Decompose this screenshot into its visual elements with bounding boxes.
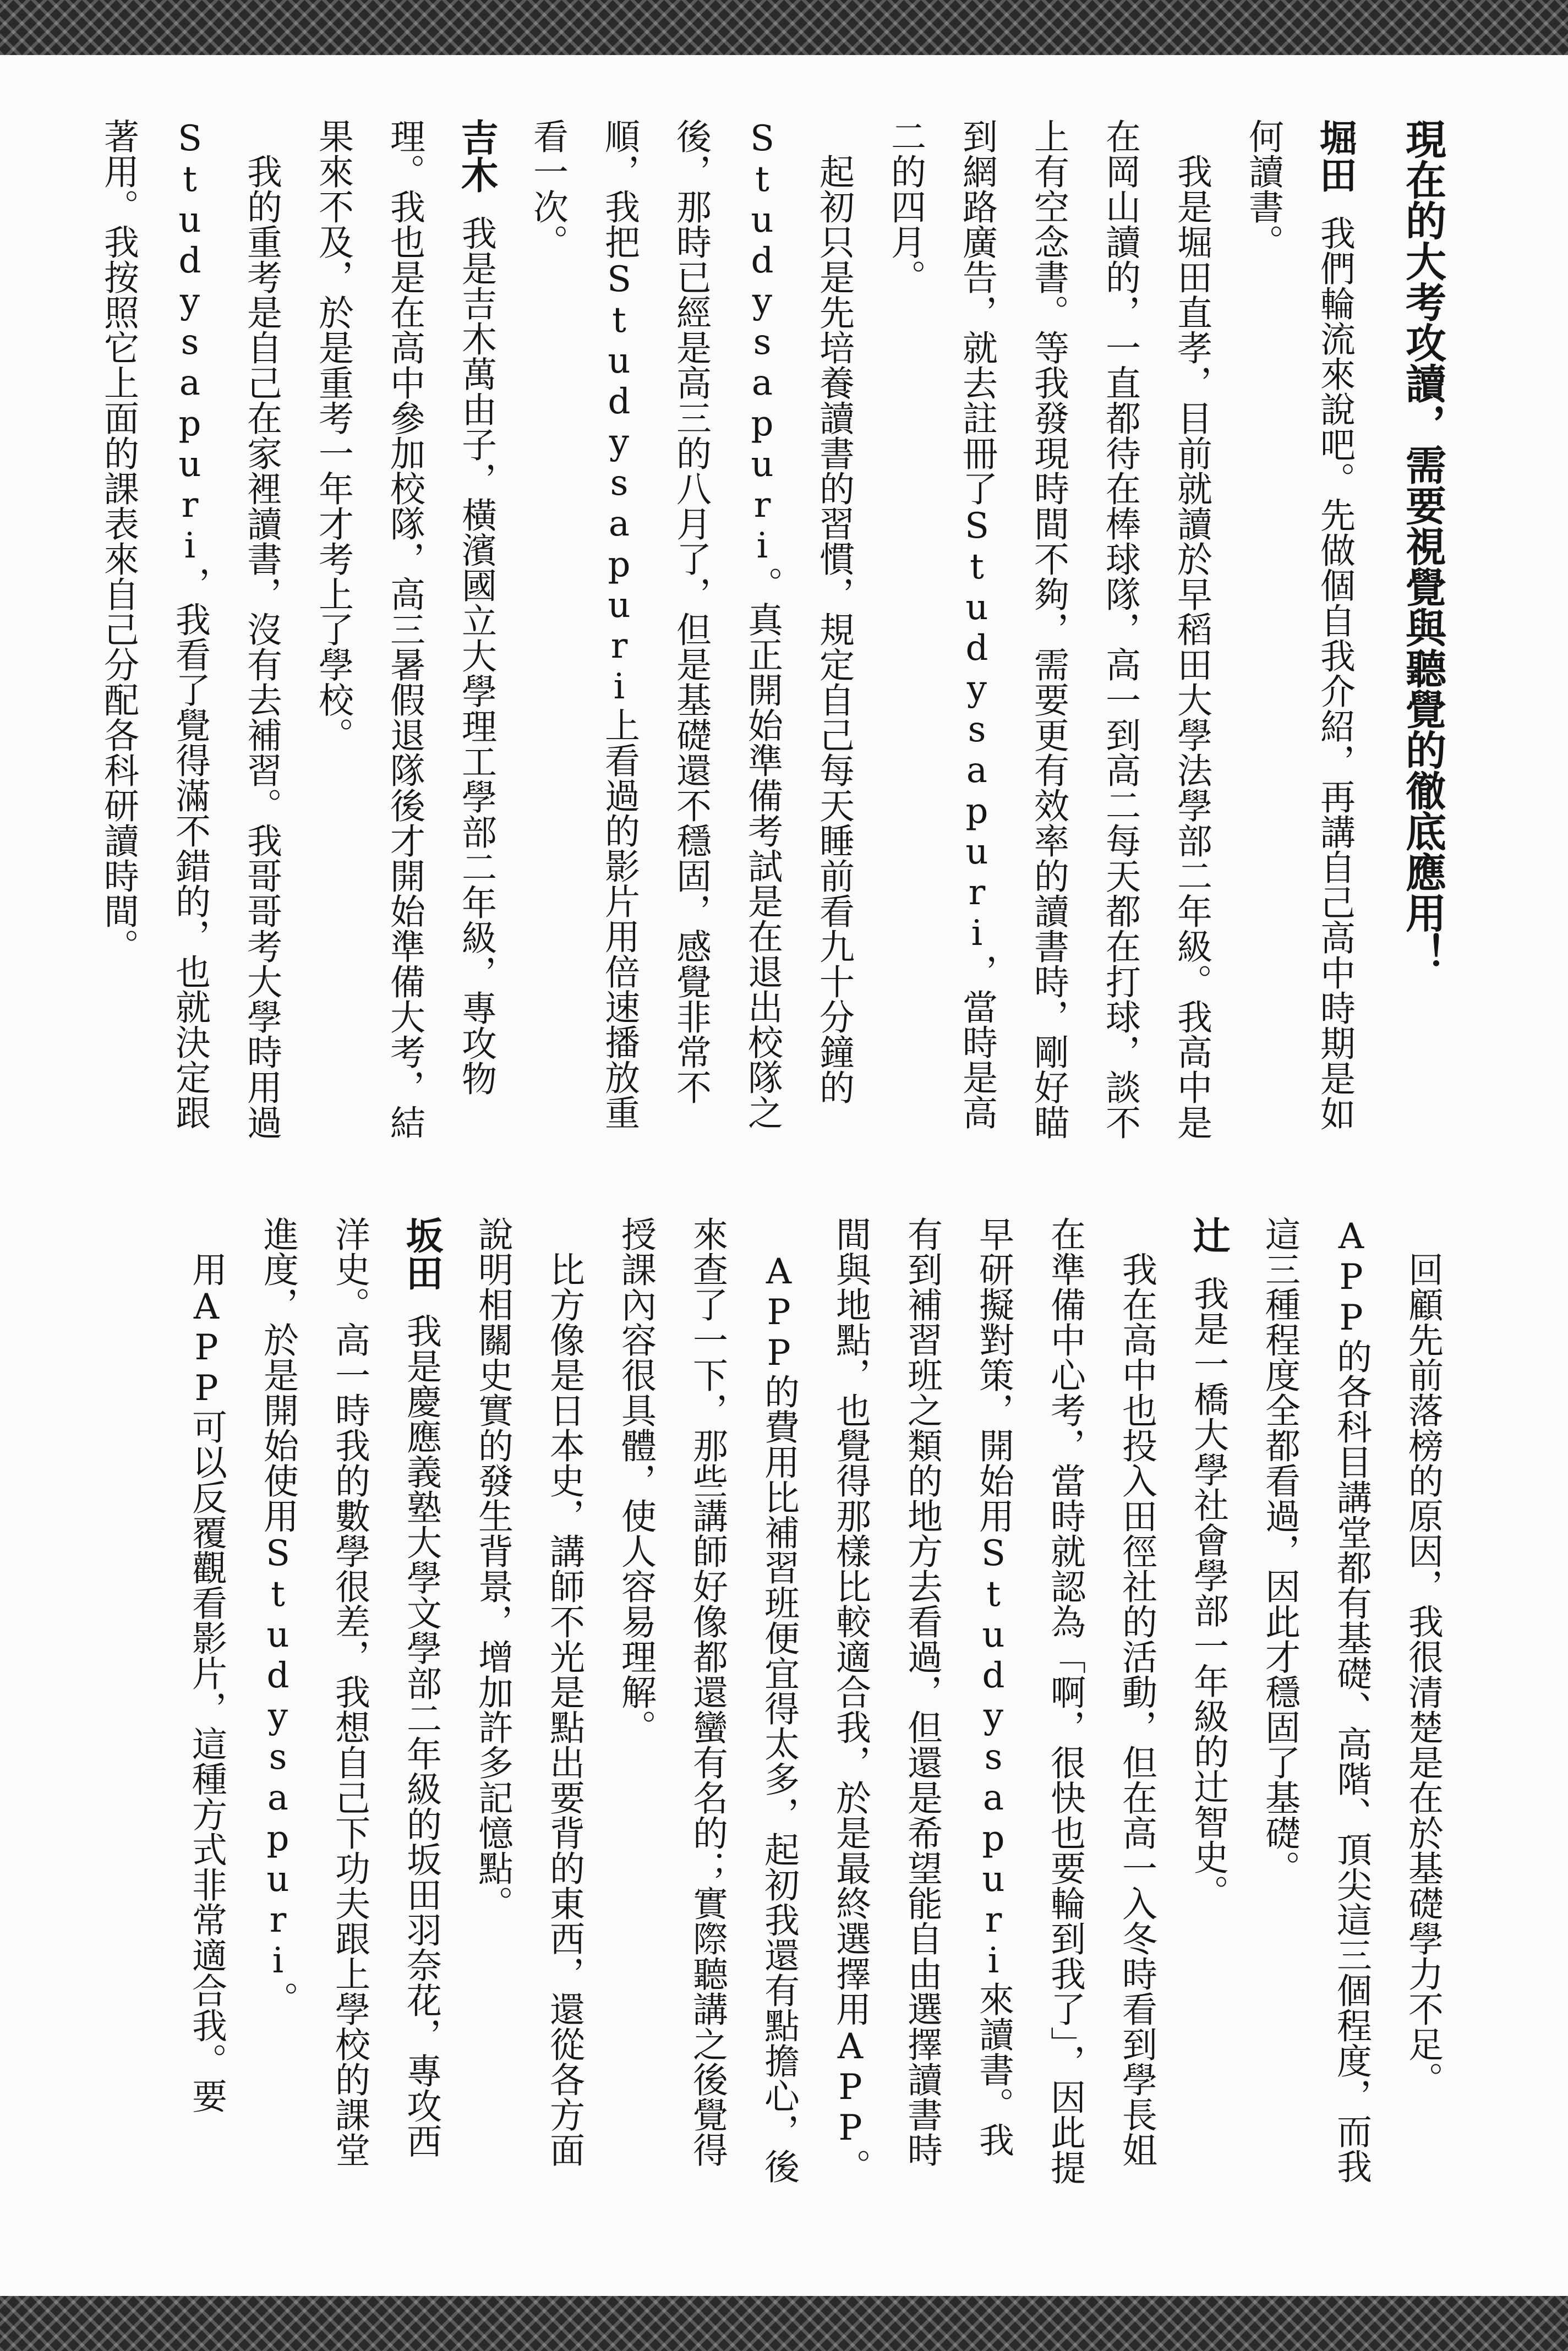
paragraph-text: 我們輪流來說吧。先做個自我介紹，再講自己高中時期是如何讀書。 — [1243, 118, 1355, 1131]
paragraph-text: 我是堀田直孝，目前就讀於早稻田大學法學部二年級。我高中是在岡山讀的，一直都待在棒球隊，高一到高二每天都在打球，談不上有空念書。等我發現時間不夠，需要更有效率的讀書時，剛好瞄到網路廣告，就去註冊了Studysapuri，當時是高二的四月。 — [885, 118, 1212, 1140]
article-lower-half — [116, 1216, 1458, 2190]
speaker-name: 堀田 — [1313, 118, 1357, 193]
paragraph-text: 起初只是先培養讀書的習慣，規定自己每天睡前看九十分鐘的Studysapuri。真正開始準備考試是在退出校隊之後，那時已經是高三的八月了，但是基礎還不穩固，感覺非常不順，我把Studysapuri上看過的影片用倍速播放重看一次。 — [527, 118, 854, 1130]
paragraph-text: 回顧先前落榜的原因，我很清楚是在於基礎學力不足。APP的各科目講堂都有基礎、高階、頂尖這三個程度，而我這三種程度全都看過，因此才穩固了基礎。 — [1259, 1216, 1443, 2184]
paragraph — [171, 1216, 242, 2190]
paragraph-text: 我的重考是自己在家裡讀書，沒有去補習。我哥哥考大學時用過Studysapuri，我看了覺得滿不錯的，也就決定跟著用。我按照它上面的課表來自己分配各科研讀時間。 — [98, 118, 282, 1140]
paragraph — [512, 118, 870, 1164]
paragraph — [457, 1216, 600, 2190]
paragraph — [600, 1216, 815, 2190]
paragraph — [815, 1216, 1172, 2190]
paragraph — [1227, 118, 1370, 1164]
article-upper-half — [98, 118, 1458, 1164]
paragraph-text: APP的費用比補習班便宜得太多，起初我還有點擔心，後來查了一下，那些講師好像都還蠻有名的；實際聽講之後覺得授課內容很具體，使人容易理解。 — [615, 1216, 799, 2184]
bottom-pattern-band — [0, 2296, 1568, 2351]
paragraph-text: 我是慶應義塾大學文學部二年級的坂田羽奈花，專攻西洋史。高一時我的數學很差，我想自己下功夫跟上學校的課堂進度，於是開始使用Studysapuri。 — [258, 1216, 441, 2167]
speaker-name: 辻 — [1187, 1216, 1230, 1254]
paragraph-text: 我是一橋大學社會學部一年級的辻智史。 — [1188, 1276, 1228, 1910]
speaker-name: 坂田 — [400, 1216, 443, 1291]
paragraph-text: 比方像是日本史，講師不光是點出要背的東西，還從各方面說明相關史實的發生背景，增加許多記憶點。 — [472, 1216, 584, 2167]
article-heading: 現在的大考攻讀，需要視覺與聽覺的徹底應用！ — [1399, 118, 1446, 974]
paragraph-text: 我在高中也投入田徑社的活動，但在高一入冬時看到學長姐在準備中心考，當時就認為「啊，很快也要輪到我了」，因此提早研擬對策，開始用Studysapuri來讀書。我有到補習班之類的地方去看過，但還是希望能自由選擇讀書時間與地點，也覺得那樣比較適合我，於是最終選擇用APP。 — [830, 1216, 1157, 2185]
paragraph-text: 用APP可以反覆觀看影片，這種方式非常適合我。要 — [186, 1251, 227, 2113]
paragraph — [1244, 1216, 1458, 2190]
paragraph — [870, 118, 1227, 1164]
paragraph-text: 我是吉木萬由子，橫濱國立大學理工學部二年級，專攻物理。我也是在高中參加校隊，高三暑假退隊後才開始準備大考，結果來不及，於是重考一年才考上了學校。 — [313, 118, 496, 1140]
paragraph — [242, 1216, 457, 2190]
top-pattern-band — [0, 0, 1568, 55]
paragraph — [1172, 1216, 1244, 2190]
paragraph — [297, 118, 512, 1164]
paragraph — [83, 118, 297, 1164]
speaker-name: 吉木 — [455, 118, 498, 193]
